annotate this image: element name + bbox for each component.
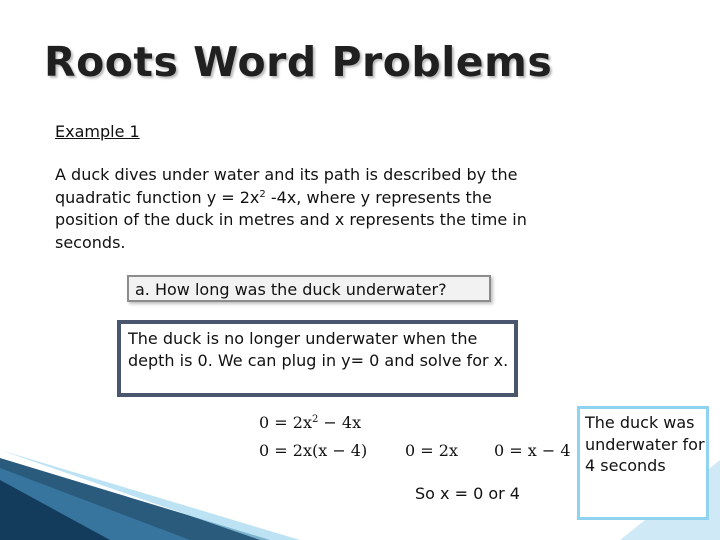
problem-text-pre: A duck dives under water and its path is described by the quadratic function y = 2x: [55, 165, 518, 207]
equation-1-exponent: 2: [311, 414, 319, 425]
equation-1-post: − 4x: [318, 413, 362, 432]
example-label: Example 1: [55, 122, 140, 141]
callout-box: The duck was underwater for 4 seconds: [577, 406, 709, 520]
equation-3: 0 = 2x: [405, 441, 458, 460]
equation-2: 0 = 2x(x − 4): [259, 441, 368, 460]
problem-text: [55, 164, 555, 254]
problem-text-post: -4x, where y represents the position of the duck in metres and x represents the time in seconds.: [55, 187, 527, 252]
equation-1-pre: 0 = 2x: [259, 413, 312, 432]
problem-exponent: 2: [259, 188, 266, 200]
slide-title: Roots Word Problems: [44, 38, 553, 86]
equation-4: 0 = x − 4: [494, 441, 571, 460]
answer-box: The duck is no longer underwater when the depth is 0. We can plug in y= 0 and solve for x.: [117, 320, 518, 397]
conclusion-text: So x = 0 or 4: [415, 484, 520, 503]
question-box: a. How long was the duck underwater?: [127, 275, 491, 302]
equation-1: [259, 413, 361, 432]
